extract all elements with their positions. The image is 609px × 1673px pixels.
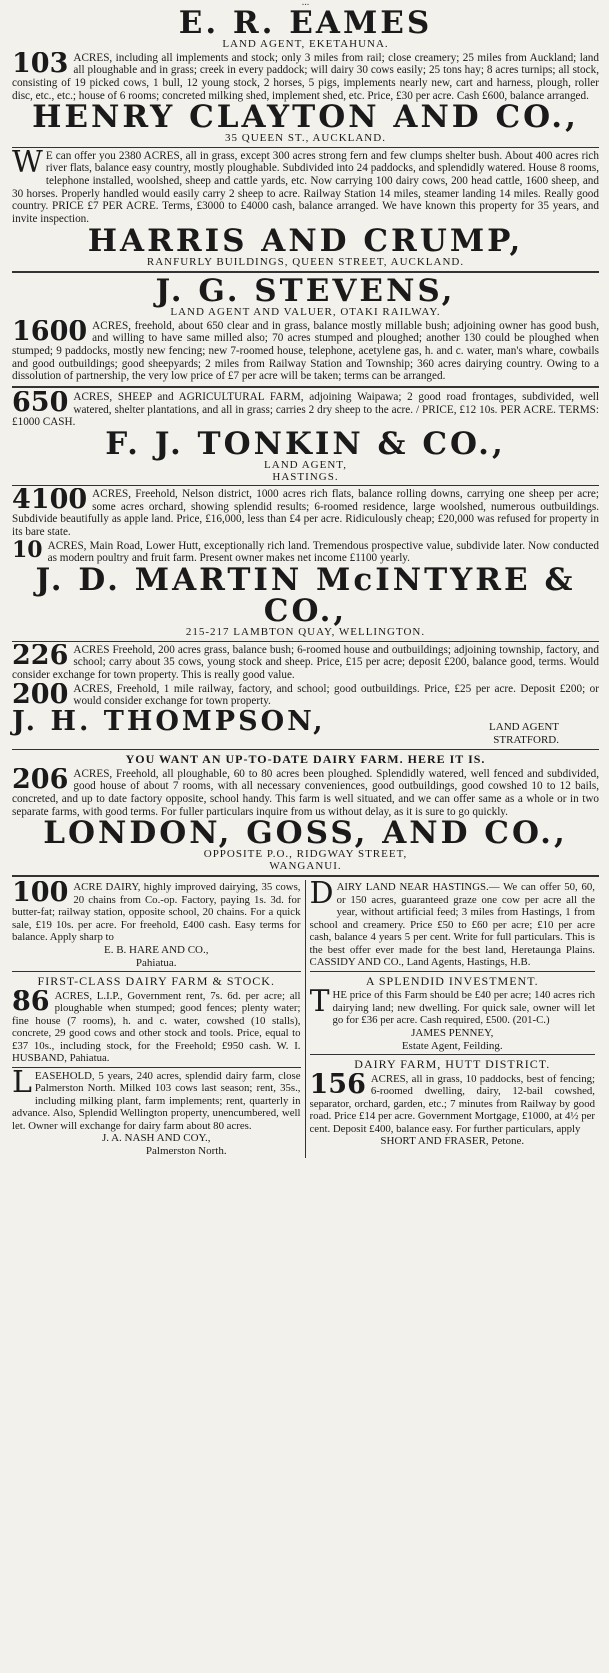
acres-number: 206 — [12, 767, 69, 795]
ad-hare — [12, 881, 301, 969]
divider — [310, 1054, 596, 1055]
acres-number: 1600 — [12, 319, 88, 347]
ad-martin — [12, 562, 599, 708]
listing — [12, 644, 599, 682]
agent-signature: JAMES PENNEY, — [411, 1026, 494, 1039]
agent-signature: SHORT AND FRASER, Petone. — [380, 1135, 525, 1148]
listing-text: ACRES, freehold, about 650 clear and in grass, balance mostly millable bush; adjoining owner has good bush, and willing to have same milled also; 70 acres stumped and ploughed; another 130 could be ploughed when stumped; 9 paddocks, mostly new fencing; new 7-roomed house, telephone, acetylene gas, h. and c. water, man's whare, cowbails and good outbuildings; good sheepyards; 2 miles from Railway Station and Township; 360 acres dairying country. Owing to a dissolution of partnership, the very low price of £7 per acre will be taken; terms can be arranged. — [12, 319, 599, 383]
ad-tonkin — [12, 426, 599, 565]
agent-town: HASTINGS. — [272, 470, 339, 483]
listing — [12, 990, 301, 1065]
agent-address: RANFURLY BUILDINGS, QUEEN STREET, AUCKLAND. — [146, 255, 465, 268]
acres-number: 4100 — [12, 488, 88, 516]
divider — [12, 875, 599, 877]
ad-clayton — [12, 99, 599, 225]
divider — [12, 485, 599, 486]
divider — [12, 749, 599, 750]
divider — [310, 971, 596, 972]
ad-penney — [310, 974, 596, 1052]
agent-title: LAND AGENT, — [264, 459, 347, 471]
agent-name: E. R. EAMES — [178, 5, 433, 41]
listing — [310, 1073, 596, 1136]
listing — [12, 881, 301, 944]
acres-number: 103 — [12, 51, 69, 79]
agent-title: LAND AGENT — [489, 720, 559, 733]
agent-name: J. G. STEVENS, — [155, 273, 456, 310]
listing-text: ACRES, including all implements and stock; only 3 miles from rail; close creamery; 25 miles from Auckland; land all ploughable and in grass; creek in every paddock; will dairy 30 cows easily; 25 tons hay; 8 acres turnips; all stock, consisting of 19 picked cows, 1 bull, 12 young stock, 2 horses, 5 pigs, implements nearly new, cart and harness, plough, roller disc, etc., etc.; house of 6 rooms; concreted milking shed, implement shed, etc. Price, £30 per acre. Cash £600, balance arranged. — [12, 51, 599, 102]
agent-header — [12, 705, 599, 747]
ad-headline: YOU WANT AN UP-TO-DATE DAIRY FARM. HERE IT IS. — [125, 752, 486, 767]
ad-thompson — [12, 705, 599, 818]
acres-number: 200 — [12, 682, 69, 708]
ad-short-fraser — [310, 1057, 596, 1148]
listing-text: ACRES, Main Road, Lower Hutt, exceptionally rich land. Tremendous prospective value, subdivide later. Now conducted as modern poultry and fruit farm. Present owner makes net income £1100 yearly. — [47, 539, 599, 565]
drop-initial: D — [309, 881, 334, 912]
listing — [12, 488, 599, 539]
ad-harris — [12, 222, 599, 269]
agent-name: LONDON, GOSS, AND CO., — [43, 815, 568, 852]
agent-address: OPPOSITE P.O., RIDGWAY STREET, — [203, 848, 408, 861]
agent-town: Estate Agent, Feilding. — [401, 1039, 503, 1052]
listing-text: HE price of this Farm should be £40 per acre; 140 acres rich dairying land; new dwelling. For quick sale, owner will let go for £36 per acre. Cash required, £500. (201-C.) — [332, 989, 595, 1027]
listing — [12, 768, 599, 819]
ad-cassidy — [310, 881, 596, 969]
agent-signature: J. A. NASH AND COY., — [101, 1132, 211, 1145]
agent-name: F. J. TONKIN & CO., — [105, 426, 506, 462]
agent-name: J. H. THOMPSON, — [12, 705, 326, 737]
divider — [12, 147, 599, 148]
listing — [12, 52, 599, 103]
listing-text: ACRES, Freehold, Nelson district, 1000 acres rich flats, balance rolling downs, carrying one sheep per acre; some acres orchard, showing splendid results; 6-roomed residence, large woolshed, numerous outbuildings. Subdivide beautifully as apple land. Price, £16,000, less than £4 per acre. Ridiculously cheap; £20,000 was refused for property in its bare state. — [12, 488, 599, 539]
divider — [12, 1067, 301, 1068]
acres-number: 10 — [12, 539, 43, 563]
ad-waipawa — [12, 391, 599, 429]
listing-text: ACRES Freehold, 200 acres grass, balance bush; 6-roomed house and outbuildings; adjoining township, factory, and school; carry about 35 cows, young stock and sheep. Price, £15 per acre; deposit £200, balance good, terms. Would consider exchange for town property. This is really good value. — [12, 643, 599, 681]
drop-initial: W — [12, 149, 43, 180]
drop-initial: T — [309, 989, 330, 1020]
divider — [12, 386, 599, 388]
listing — [12, 540, 599, 565]
acres-number: 226 — [12, 643, 69, 671]
listing — [12, 150, 599, 226]
ad-headline: FIRST-CLASS DAIRY FARM & STOCK. — [37, 974, 275, 989]
agent-town: STRATFORD. — [493, 734, 559, 747]
listing — [12, 391, 599, 429]
listing — [12, 683, 599, 708]
agent-name: J. D. MARTIN McINTYRE & CO., — [35, 562, 576, 630]
agent-signature: E. B. HARE AND CO., — [103, 943, 209, 956]
acres-number: 86 — [12, 989, 50, 1017]
acres-number: 100 — [12, 881, 69, 909]
drop-initial: L — [12, 1069, 32, 1100]
listing-text: EASEHOLD, 5 years, 240 acres, splendid dairy farm, close Palmerston North. Milked 103 cows last season; rent, 35s., including milking plant, farm implements; rent, quarterly in advance. Also, Splendid Wellington property, unencumbered, well let. Owner will exchange for dairy farm about 80 acres. — [12, 1069, 301, 1132]
listing — [310, 881, 596, 969]
agent-details — [489, 721, 599, 747]
ad-headline: DAIRY FARM, HUTT DISTRICT. — [354, 1057, 551, 1072]
agent-town: Palmerston North. — [145, 1144, 227, 1157]
listing — [12, 1070, 301, 1133]
cut-off-top-line: ... — [301, 0, 310, 8]
ad-husband — [12, 974, 301, 1064]
right-column — [306, 880, 600, 1157]
listing — [310, 989, 596, 1027]
agent-address: 35 QUEEN ST., AUCKLAND. — [225, 132, 386, 145]
agent-town: Pahiatua. — [135, 956, 177, 969]
listing-text: ACRES, L.I.P., Government rent, 7s. 6d. per acre; all ploughable when stumped; good fences; plenty water; fine house (7 rooms), h. and c. water, cowshed (10 stalls), concrete, 29 good cows and other stock and tools. Price, equal to £37 10s., including stock, for the Freehold; £950 cash. W. I. HUSBAND, Pahiatua. — [12, 989, 301, 1065]
agent-name: HARRIS AND CRUMP, — [87, 222, 524, 259]
listing-text: AIRY LAND NEAR HASTINGS.— We can offer 50, 60, or 150 acres, guaranteed graze one cow per acre all the year, without artificial feed; 3 miles from Hastings, 1 from school and creamery. Price £50 to £60 per acre; £10 per acre cash, balance 4 years 5 per cent. Write for full particulars. This is the best offer ever made for the best land, Heretaunga Plains. CASSIDY AND CO., Land Agents, Hastings, H.B. — [309, 881, 595, 969]
two-column-section — [12, 880, 599, 1157]
listing-text: ACRE DAIRY, highly improved dairying, 35 cows, 20 chains from Co.-op. Factory, paying 1s. 3d. for butter-fat; railway station, opposite school, 20 chains. For a quick sale, £19 10s. per acre. For freehold, £400 cash. Easy terms for balance. Apply sharp to — [12, 881, 301, 944]
ad-nash — [12, 1070, 301, 1158]
agent-address: LAND AGENT, EKETAHUNA. — [222, 38, 389, 50]
ad-eames — [12, 5, 599, 102]
agent-address: 215-217 LAMBTON QUAY, WELLINGTON. — [185, 626, 426, 639]
agent-address: LAND AGENT AND VALUER, OTAKI RAILWAY. — [170, 306, 441, 319]
listing-text: ACRES, SHEEP and AGRICULTURAL FARM, adjoining Waipawa; 2 good road frontages, subdivided, well watered, shelter plantations, and all in grass; carries 2 dry sheep to the acre. / PRICE, £12 10s. PER ACRE. TERMS: £1000 CASH. — [12, 391, 599, 429]
ad-stevens — [12, 273, 599, 383]
listing — [12, 320, 599, 383]
acres-number: 156 — [309, 1072, 366, 1100]
divider — [12, 971, 301, 972]
agent-name: HENRY CLAYTON AND CO., — [32, 99, 579, 136]
listing-text: E can offer you 2380 ACRES, all in grass, except 300 acres strong fern and few clumps shelter bush. About 400 acres rich river flats, balance easy country, mostly ploughable. Subdivided into 24 paddocks, and splendidly watered. House 8 rooms, telephone installed, woolshed, sheep and cattle yards, etc. Now carrying 100 dairy cows, 200 head cattle, 1600 sheep, and 30 horses. Properly handled would easily carry 2 sheep to acre. Railway Station 14 miles, steamer landing 14 miles. Really good country. PRICE £7 PER ACRE. Terms, £3000 to £4000 cash, balance arranged. We have known this property for 35 years, and invite inspection. — [12, 149, 599, 225]
listing-text: ACRES, Freehold, all ploughable, 60 to 80 acres been ploughed. Splendidly watered, well fenced and subdivided, good house of about 7 rooms, with all necessary conveniences, good outbuildings, good cowshed 10 to 12 bails, concreted, and up to date factory opposite, school handy. This farm is well situated, and we can offer same as a whole or in two separate farms, with good terms. For fuller particulars inquire from us without delay, as it is sure to go quickly. — [12, 767, 599, 818]
listing-text: ACRES, all in grass, 10 paddocks, best of fencing; 6-roomed dwelling, dairy, 12-bail cowshed, separator, orchard, garden, etc.; 7 minutes from Railway by good road. Price £14 per acre. Government Mortgage, £1000, at 4½ per cent. Deposit £400, balance easy. For further particulars, apply — [309, 1072, 595, 1135]
ad-london-goss — [12, 815, 599, 872]
listing-text: ACRES, Freehold, 1 mile railway, factory, and school; good outbuildings. Price, £25 per acre. Deposit £200; or would consider exchange for town property. — [73, 682, 599, 708]
divider — [12, 641, 599, 642]
ad-headline: A SPLENDID INVESTMENT. — [365, 973, 539, 988]
acres-number: 650 — [12, 391, 69, 419]
left-column — [12, 880, 306, 1157]
agent-town: WANGANUI. — [269, 859, 342, 872]
